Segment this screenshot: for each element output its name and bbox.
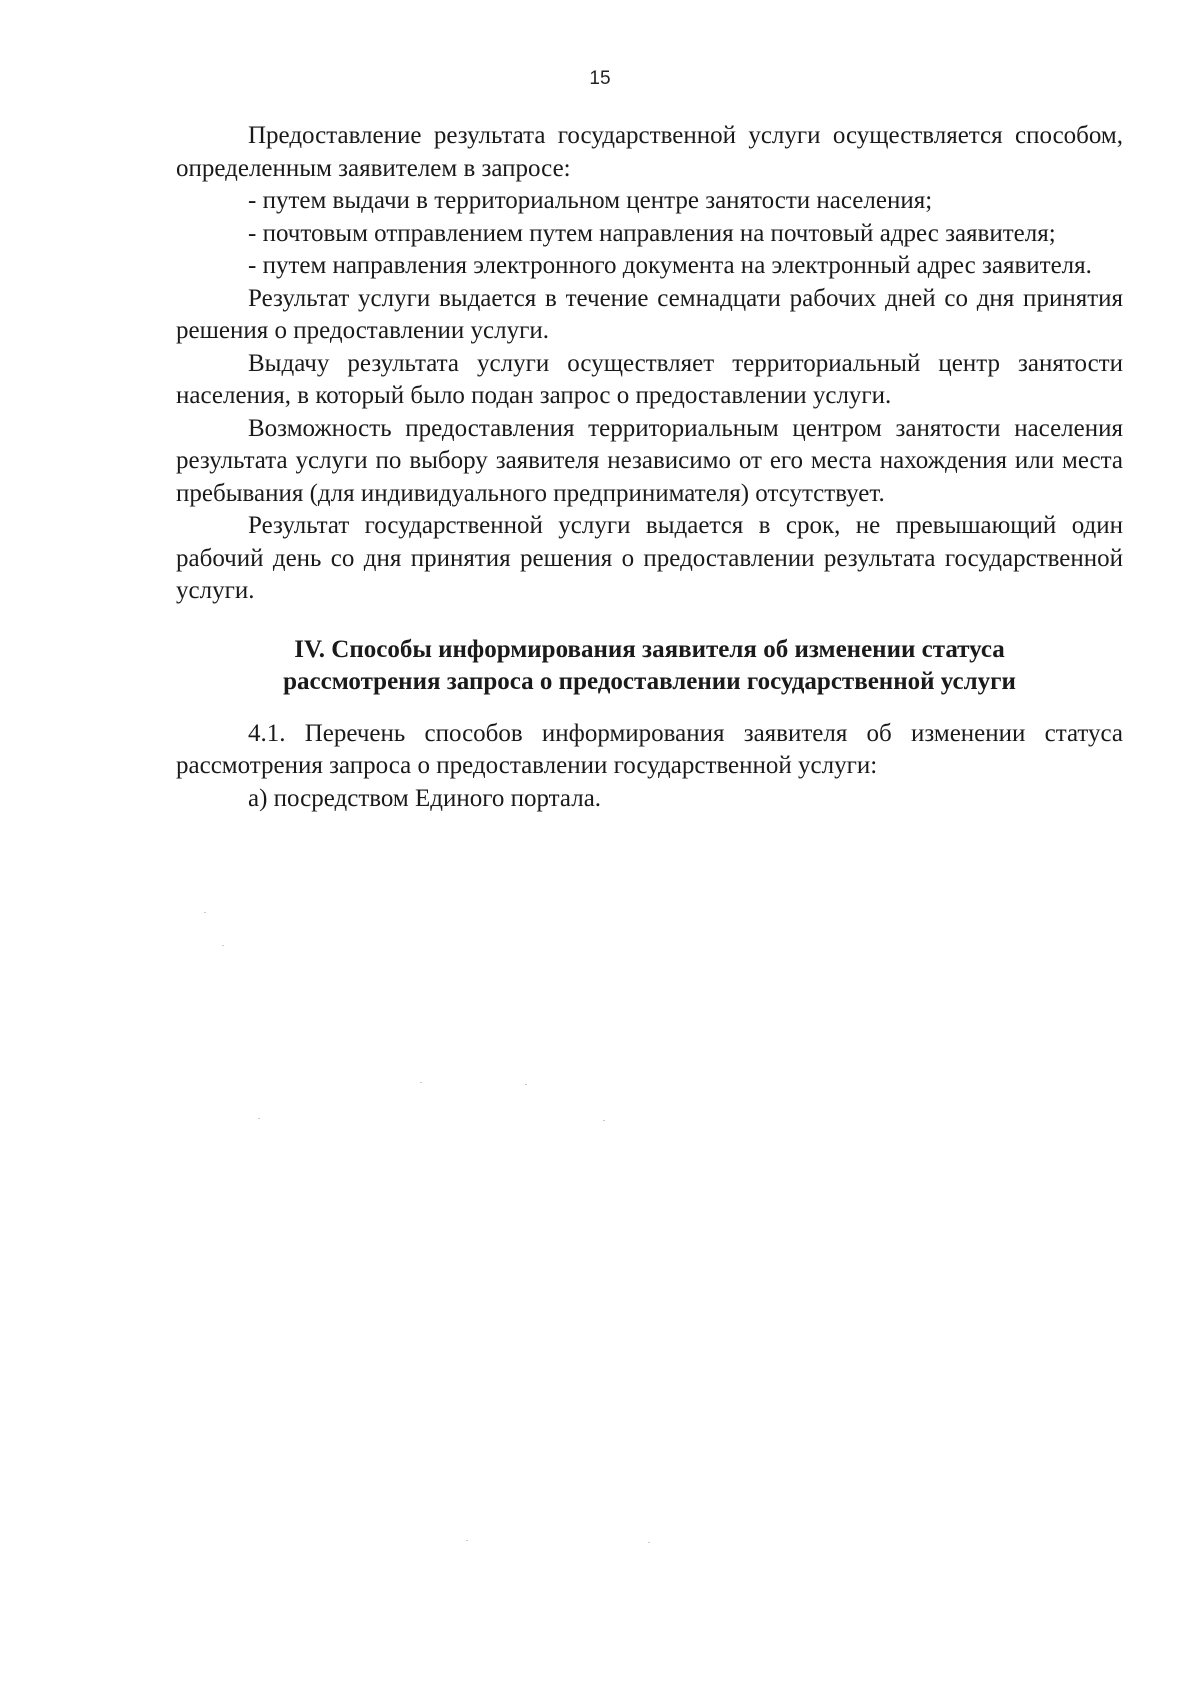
paragraph-issue-period: Результат услуги выдается в течение семнадцати рабочих дней со дня принятия решения о предоставлении услуги. <box>176 284 1123 344</box>
section-heading <box>176 634 1123 699</box>
scan-speck <box>420 1082 422 1083</box>
list-item-electronic: - путем направления электронного документа на электронный адрес заявителя. <box>248 252 1092 279</box>
page-number: 15 <box>589 68 611 89</box>
list-item-postal: - почтовым отправлением путем направления на почтовый адрес заявителя; <box>248 219 1056 247</box>
scan-speck <box>525 1084 527 1085</box>
scan-speck <box>648 1542 650 1543</box>
scan-speck <box>258 1118 260 1119</box>
document-body <box>176 120 1123 815</box>
paragraph-result-deadline: Результат государственной услуги выдается в срок, не превышающий один рабочий день со дня принятия решения о предоставлении результата государственной услуги. <box>176 512 1123 604</box>
paragraph-result-delivery-method: Предоставление результата государственной услуги осуществляется способом, определенным заявителем в запросе: <box>176 122 1123 182</box>
list-item-unified-portal: а) посредством Единого портала. <box>248 784 602 812</box>
section-heading-line-2: рассмотрения запроса о предоставлении государственной услуги <box>283 668 1016 695</box>
list-item-territorial-center: - путем выдачи в территориальном центре занятости населения; <box>248 187 933 214</box>
scan-speck <box>466 1540 468 1541</box>
paragraph-4-1: 4.1. Перечень способов информирования заявителя об изменении статуса рассмотрения запроса о предоставлении государственной услуги: <box>176 719 1123 779</box>
paragraph-extraterritorial: Возможность предоставления территориальным центром занятости населения результата услуги по выбору заявителя независимо от его места нахождения или места пребывания (для индивидуального предпринимателя) отсутствует. <box>176 414 1123 507</box>
section-heading-line-1: IV. Способы информирования заявителя об изменении статуса <box>294 635 1005 663</box>
scan-speck <box>204 912 206 913</box>
scan-speck <box>603 1120 605 1121</box>
paragraph-issuing-center: Выдачу результата услуги осуществляет территориальный центр занятости населения, в который было подан запрос о предоставлении услуги. <box>176 349 1123 409</box>
scan-speck <box>222 945 224 946</box>
